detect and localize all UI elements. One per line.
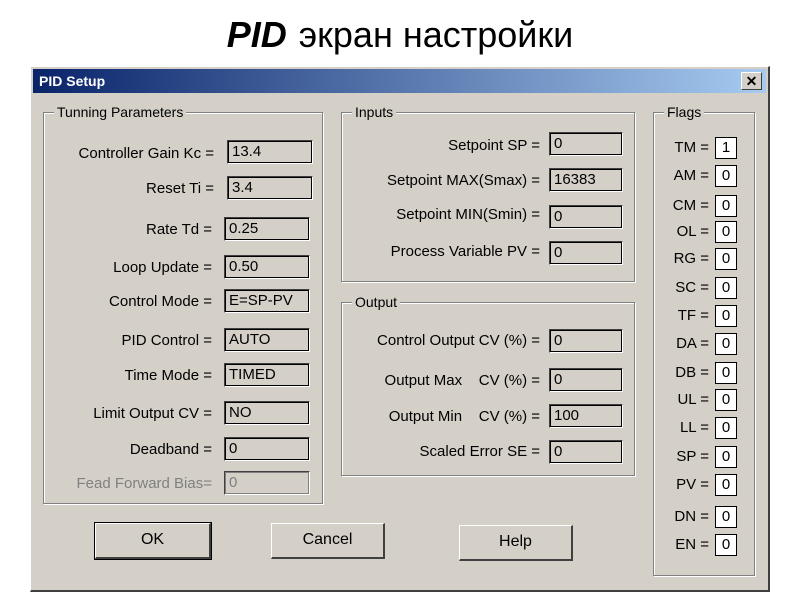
flag-tm-value: 1 [715, 137, 737, 159]
flag-db-label: DB = [675, 364, 709, 381]
flag-da-value: 0 [715, 333, 737, 355]
close-button[interactable] [741, 72, 762, 90]
slide-title-bold: PID [226, 14, 287, 55]
deadband-field[interactable]: 0 [224, 437, 310, 461]
controller-gain-field[interactable]: 13.4 [227, 140, 313, 164]
rate-td-field[interactable]: 0.25 [224, 217, 310, 241]
setpoint-max-label: Setpoint MAX(Smax) = [387, 172, 540, 189]
control-mode-field[interactable]: E=SP-PV [224, 289, 310, 313]
pid-control-label: PID Control = [121, 332, 212, 349]
reset-ti-label: Reset Ti = [146, 180, 214, 197]
output-min-field[interactable]: 100 [549, 404, 623, 428]
flag-tf-label: TF = [677, 307, 709, 324]
flag-am-label: AM = [673, 167, 709, 184]
feed-forward-bias-field: 0 [224, 471, 310, 495]
setpoint-sp-label: Setpoint SP = [448, 137, 540, 154]
close-icon: ✕ [745, 73, 758, 89]
process-variable-label: Process Variable PV = [390, 243, 540, 260]
limit-output-label: Limit Output CV = [93, 405, 212, 422]
pid-setup-dialog [30, 66, 770, 592]
flag-da-label: DA = [676, 335, 709, 352]
flag-pv-value: 0 [715, 474, 737, 496]
dialog-title: PID Setup [39, 73, 106, 89]
output-max-field[interactable]: 0 [549, 368, 623, 392]
flag-ll-label: LL = [679, 419, 709, 436]
control-mode-label: Control Mode = [109, 293, 212, 310]
flag-sc-value: 0 [715, 277, 737, 299]
flag-ul-value: 0 [715, 389, 737, 411]
loop-update-label: Loop Update = [113, 259, 212, 276]
control-output-label: Control Output CV (%) = [377, 332, 540, 349]
ok-button[interactable]: OK [95, 523, 211, 559]
dialog-titlebar [33, 69, 766, 93]
slide-title [0, 14, 800, 56]
flag-pv-label: PV = [676, 476, 709, 493]
flag-sc-label: SC = [675, 279, 709, 296]
cancel-button[interactable]: Cancel [271, 523, 385, 559]
feed-forward-bias-label: Fead Forward Bias= [76, 475, 212, 492]
setpoint-sp-field[interactable]: 0 [549, 132, 623, 156]
loop-update-field[interactable]: 0.50 [224, 255, 310, 279]
flag-ul-label: UL = [677, 391, 709, 408]
scaled-error-field[interactable]: 0 [549, 440, 623, 464]
setpoint-min-field[interactable]: 0 [549, 205, 623, 229]
rate-td-label: Rate Td = [145, 221, 212, 238]
output-min-label: Output Min CV (%) = [388, 408, 540, 425]
help-button[interactable]: Help [459, 525, 573, 561]
pid-control-field[interactable]: AUTO [224, 328, 310, 352]
flag-en-value: 0 [715, 534, 737, 556]
flag-rg-label: RG = [673, 250, 709, 267]
flag-am-value: 0 [715, 165, 737, 187]
flag-dn-value: 0 [715, 506, 737, 528]
flag-ol-value: 0 [715, 221, 737, 243]
slide-title-rest: экран настройки [298, 14, 574, 55]
reset-ti-field[interactable]: 3.4 [227, 176, 313, 200]
limit-output-field[interactable]: NO [224, 401, 310, 425]
flag-dn-label: DN = [674, 508, 709, 525]
flag-en-label: EN = [675, 536, 709, 553]
output-legend: Output [352, 294, 400, 310]
tuning-parameters-legend: Tunning Parameters [54, 104, 186, 120]
controller-gain-label: Controller Gain Kc = [78, 145, 214, 162]
flag-sp-value: 0 [715, 446, 737, 468]
flag-rg-value: 0 [715, 248, 737, 270]
process-variable-field[interactable]: 0 [549, 241, 623, 265]
flag-ol-label: OL = [676, 223, 709, 240]
flag-tm-label: TM = [674, 139, 709, 156]
flags-legend: Flags [664, 104, 704, 120]
inputs-legend: Inputs [352, 104, 396, 120]
flag-tf-value: 0 [715, 305, 737, 327]
flag-cm-label: CM = [672, 197, 709, 214]
flag-ll-value: 0 [715, 417, 737, 439]
flag-cm-value: 0 [715, 195, 737, 217]
flag-sp-label: SP = [676, 448, 709, 465]
flag-db-value: 0 [715, 362, 737, 384]
time-mode-field[interactable]: TIMED [224, 363, 310, 387]
setpoint-min-label: Setpoint MIN(Smin) = [396, 206, 540, 223]
time-mode-label: Time Mode = [124, 367, 212, 384]
control-output-field[interactable]: 0 [549, 329, 623, 353]
deadband-label: Deadband = [129, 441, 212, 458]
output-max-label: Output Max CV (%) = [384, 372, 540, 389]
scaled-error-label: Scaled Error SE = [419, 443, 540, 460]
setpoint-max-field[interactable]: 16383 [549, 168, 623, 192]
